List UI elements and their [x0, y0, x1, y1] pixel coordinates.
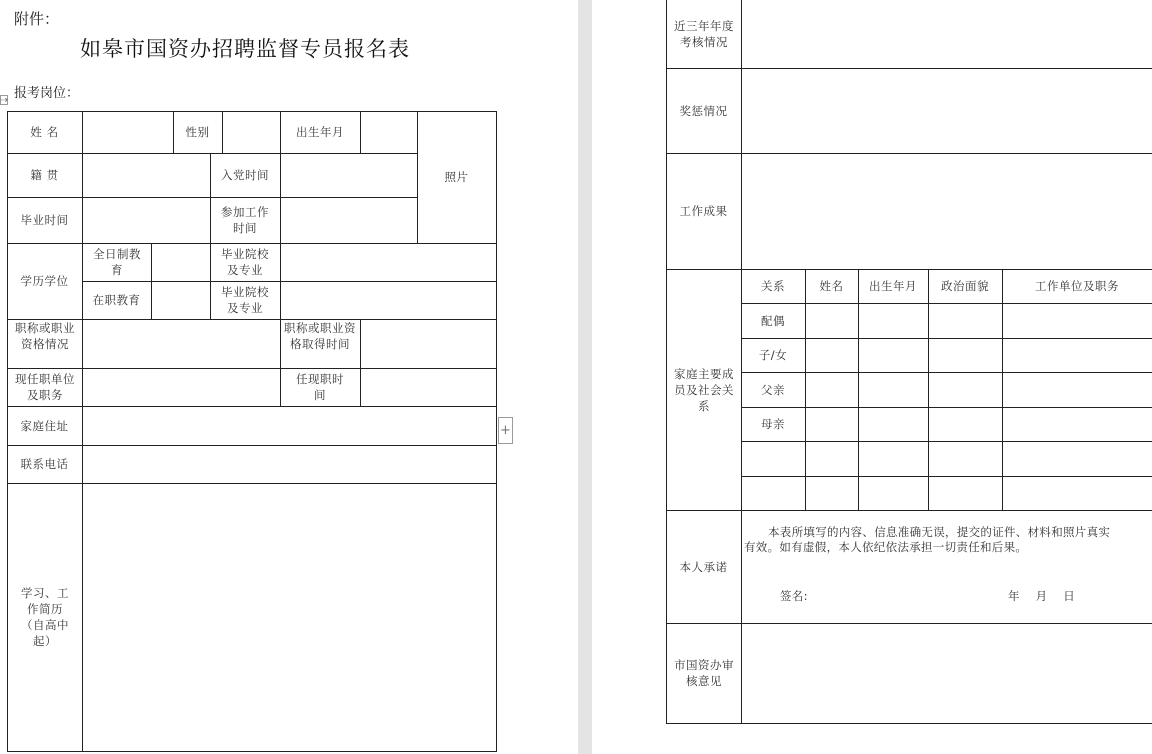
pledge-text-line2: 有效。如有虚假，本人依纪依法承担一切责任和后果。	[744, 540, 1028, 554]
input-graduation-time[interactable]	[83, 198, 210, 243]
label-name: 姓 名	[30, 125, 59, 139]
label-home-address: 家庭住址	[20, 418, 69, 433]
label-education: 学历学位	[20, 274, 69, 288]
label-gender: 性别	[185, 125, 210, 139]
label-title-qualification: 职称或职业资格情况	[15, 321, 75, 351]
form-title: 如皋市国资办招聘监督专员报名表	[80, 37, 410, 61]
input-work-start-time[interactable]	[281, 198, 417, 243]
label-achievements: 工作成果	[679, 204, 728, 218]
label-current-job-time: 任现职时间	[296, 372, 344, 402]
input-achievements[interactable]	[742, 154, 1152, 269]
input-phone[interactable]	[83, 446, 496, 483]
label-resume: 学习、工作简历（自高中起）	[21, 586, 69, 648]
input-party-time[interactable]	[281, 154, 417, 197]
input-name[interactable]	[83, 112, 173, 153]
label-current-job: 现任职单位及职务	[15, 372, 75, 402]
add-column-icon[interactable]: +	[498, 417, 513, 444]
family-header-political: 政治面貌	[941, 279, 989, 293]
label-school-major-2: 毕业院校及专业	[221, 285, 269, 315]
label-family-relations: 家庭主要成员及社会关系	[674, 366, 734, 413]
family-header-name: 姓名	[819, 279, 844, 293]
table-move-handle-icon[interactable]: ⇢	[0, 94, 9, 106]
label-annual-assessment: 近三年年度考核情况	[674, 19, 734, 49]
label-work-start-time: 参加工作时间	[221, 205, 269, 235]
family-relation-blank-2[interactable]	[741, 476, 805, 510]
page-gutter	[578, 0, 592, 754]
family-header-birth: 出生年月	[869, 279, 917, 293]
input-gender[interactable]	[223, 112, 280, 153]
family-relation-mother: 母亲	[761, 417, 785, 431]
label-review-opinion: 市国资办审核意见	[674, 658, 734, 688]
label-fulltime-education: 全日制教育	[93, 247, 141, 277]
input-school-major-1[interactable]	[281, 244, 496, 281]
family-relation-spouse: 配偶	[761, 313, 785, 328]
page-2	[592, 0, 1152, 754]
input-awards[interactable]	[742, 69, 1152, 153]
label-awards: 奖惩情况	[679, 103, 728, 118]
input-title-qualification-time[interactable]	[361, 320, 496, 368]
input-resume[interactable]	[83, 484, 496, 751]
label-school-major-1: 毕业院校及专业	[221, 247, 269, 277]
date-label: 年 月 日	[1008, 589, 1076, 603]
family-relation-blank-1[interactable]	[741, 441, 805, 476]
input-school-major-2[interactable]	[281, 282, 496, 319]
family-header-workplace: 工作单位及职务	[1035, 279, 1119, 293]
label-phone: 联系电话	[20, 457, 69, 471]
input-current-job-time[interactable]	[361, 369, 496, 406]
family-members-grid[interactable]	[806, 304, 1152, 510]
input-home-address[interactable]	[83, 407, 496, 445]
label-native-place: 籍 贯	[30, 168, 59, 182]
label-photo: 照片	[444, 170, 469, 184]
input-annual-assessment[interactable]	[742, 0, 1152, 68]
family-header-relation: 关系	[761, 279, 785, 293]
input-current-job[interactable]	[83, 369, 280, 406]
input-title-qualification[interactable]	[83, 320, 280, 368]
label-graduation-time: 毕业时间	[20, 213, 69, 227]
label-title-qualification-time: 职称或职业资格取得时间	[284, 321, 356, 351]
family-relation-father: 父亲	[761, 382, 785, 397]
signature-label: 签名:	[780, 589, 808, 603]
pledge-text-line1: 本表所填写的内容、信息准确无误，提交的证件、材料和照片真实	[768, 525, 1111, 539]
input-inservice-degree[interactable]	[152, 282, 210, 319]
label-pledge: 本人承诺	[679, 559, 728, 574]
input-native-place[interactable]	[83, 154, 210, 197]
position-label: 报考岗位：	[14, 86, 80, 101]
label-birth: 出生年月	[296, 125, 344, 139]
input-birth[interactable]	[361, 112, 417, 153]
input-fulltime-degree[interactable]	[152, 244, 210, 281]
label-inservice-education: 在职教育	[92, 293, 141, 307]
label-party-time: 入党时间	[221, 168, 269, 182]
family-relation-child: 子/女	[758, 348, 788, 362]
annex-label: 附件：	[14, 10, 60, 28]
signature-input[interactable]	[814, 584, 974, 606]
input-review-opinion[interactable]	[742, 624, 1152, 723]
